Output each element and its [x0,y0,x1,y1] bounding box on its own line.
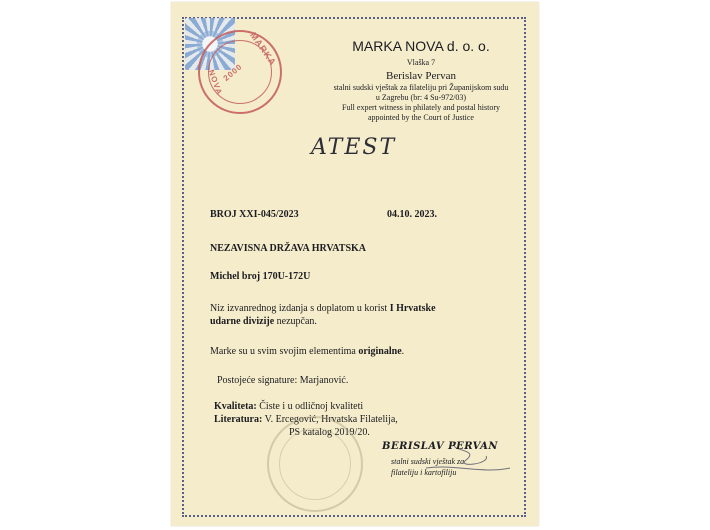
signature-name: BERISLAV PERVAN [382,441,499,452]
header-line-4: appointed by the Court of Justice [368,113,474,122]
document-number: BROJ XXI-045/2023 [210,209,299,220]
marka-nova-seal [198,30,282,114]
company-name: MARKA NOVA d. o. o. [352,38,490,54]
header-line-2: u Zagrebu (br: 4 Su-972/03) [375,93,467,102]
originality-bold: originalne [358,346,402,357]
originality-statement [210,345,404,358]
seal-text-year: 2000 [221,62,245,83]
literature-value: V. Ercegović, Hrvatska Filatelija, [262,414,398,425]
quality-value: Čiste i u odličnoj kvaliteti [256,401,364,412]
header-line-3: Full expert witness in philately and postal history [342,103,500,112]
michel-number: Michel broj 170U-172U [210,271,311,282]
originality-end: . [401,346,405,357]
embossed-seal [267,416,363,512]
seal-text-marka: MARKA [248,30,279,68]
description-text-1: Niz izvanrednog izdanja s doplatom u korist [210,303,390,314]
signature-title-2: filateliju i kartofiliju [391,468,457,477]
country-heading: NEZAVISNA DRŽAVA HRVATSKA [210,243,367,254]
originality-text: Marke su u svim svojim elementima [210,346,359,357]
header-line-1: stalni sudski vještak za filateliju pri Županijskom sudu [333,83,509,92]
literature-line-2: PS katalog 2019/20. [289,427,370,438]
existing-signatures: Postojeće signature: Marjanović. [217,375,349,386]
document-title: ATEST [311,135,397,160]
document-date: 04.10. 2023. [387,209,437,220]
quality-label: Kvaliteta: [214,401,257,412]
quality-line [214,400,363,413]
description-bold-2: udarne divizije [210,316,275,327]
literature-label: Literatura: [214,414,263,425]
signature-title-1: stalni sudski vještak za [391,457,465,466]
certificate-page [171,2,539,526]
description-bold-1: I Hrvatske [389,303,436,314]
expert-name: Berislav Pervan [386,70,456,82]
company-address: Vlaška 7 [406,58,436,67]
description-text-2: nezupčan. [274,316,317,327]
seal-text-nova: NOVA [206,68,225,97]
description-paragraph [210,302,490,328]
